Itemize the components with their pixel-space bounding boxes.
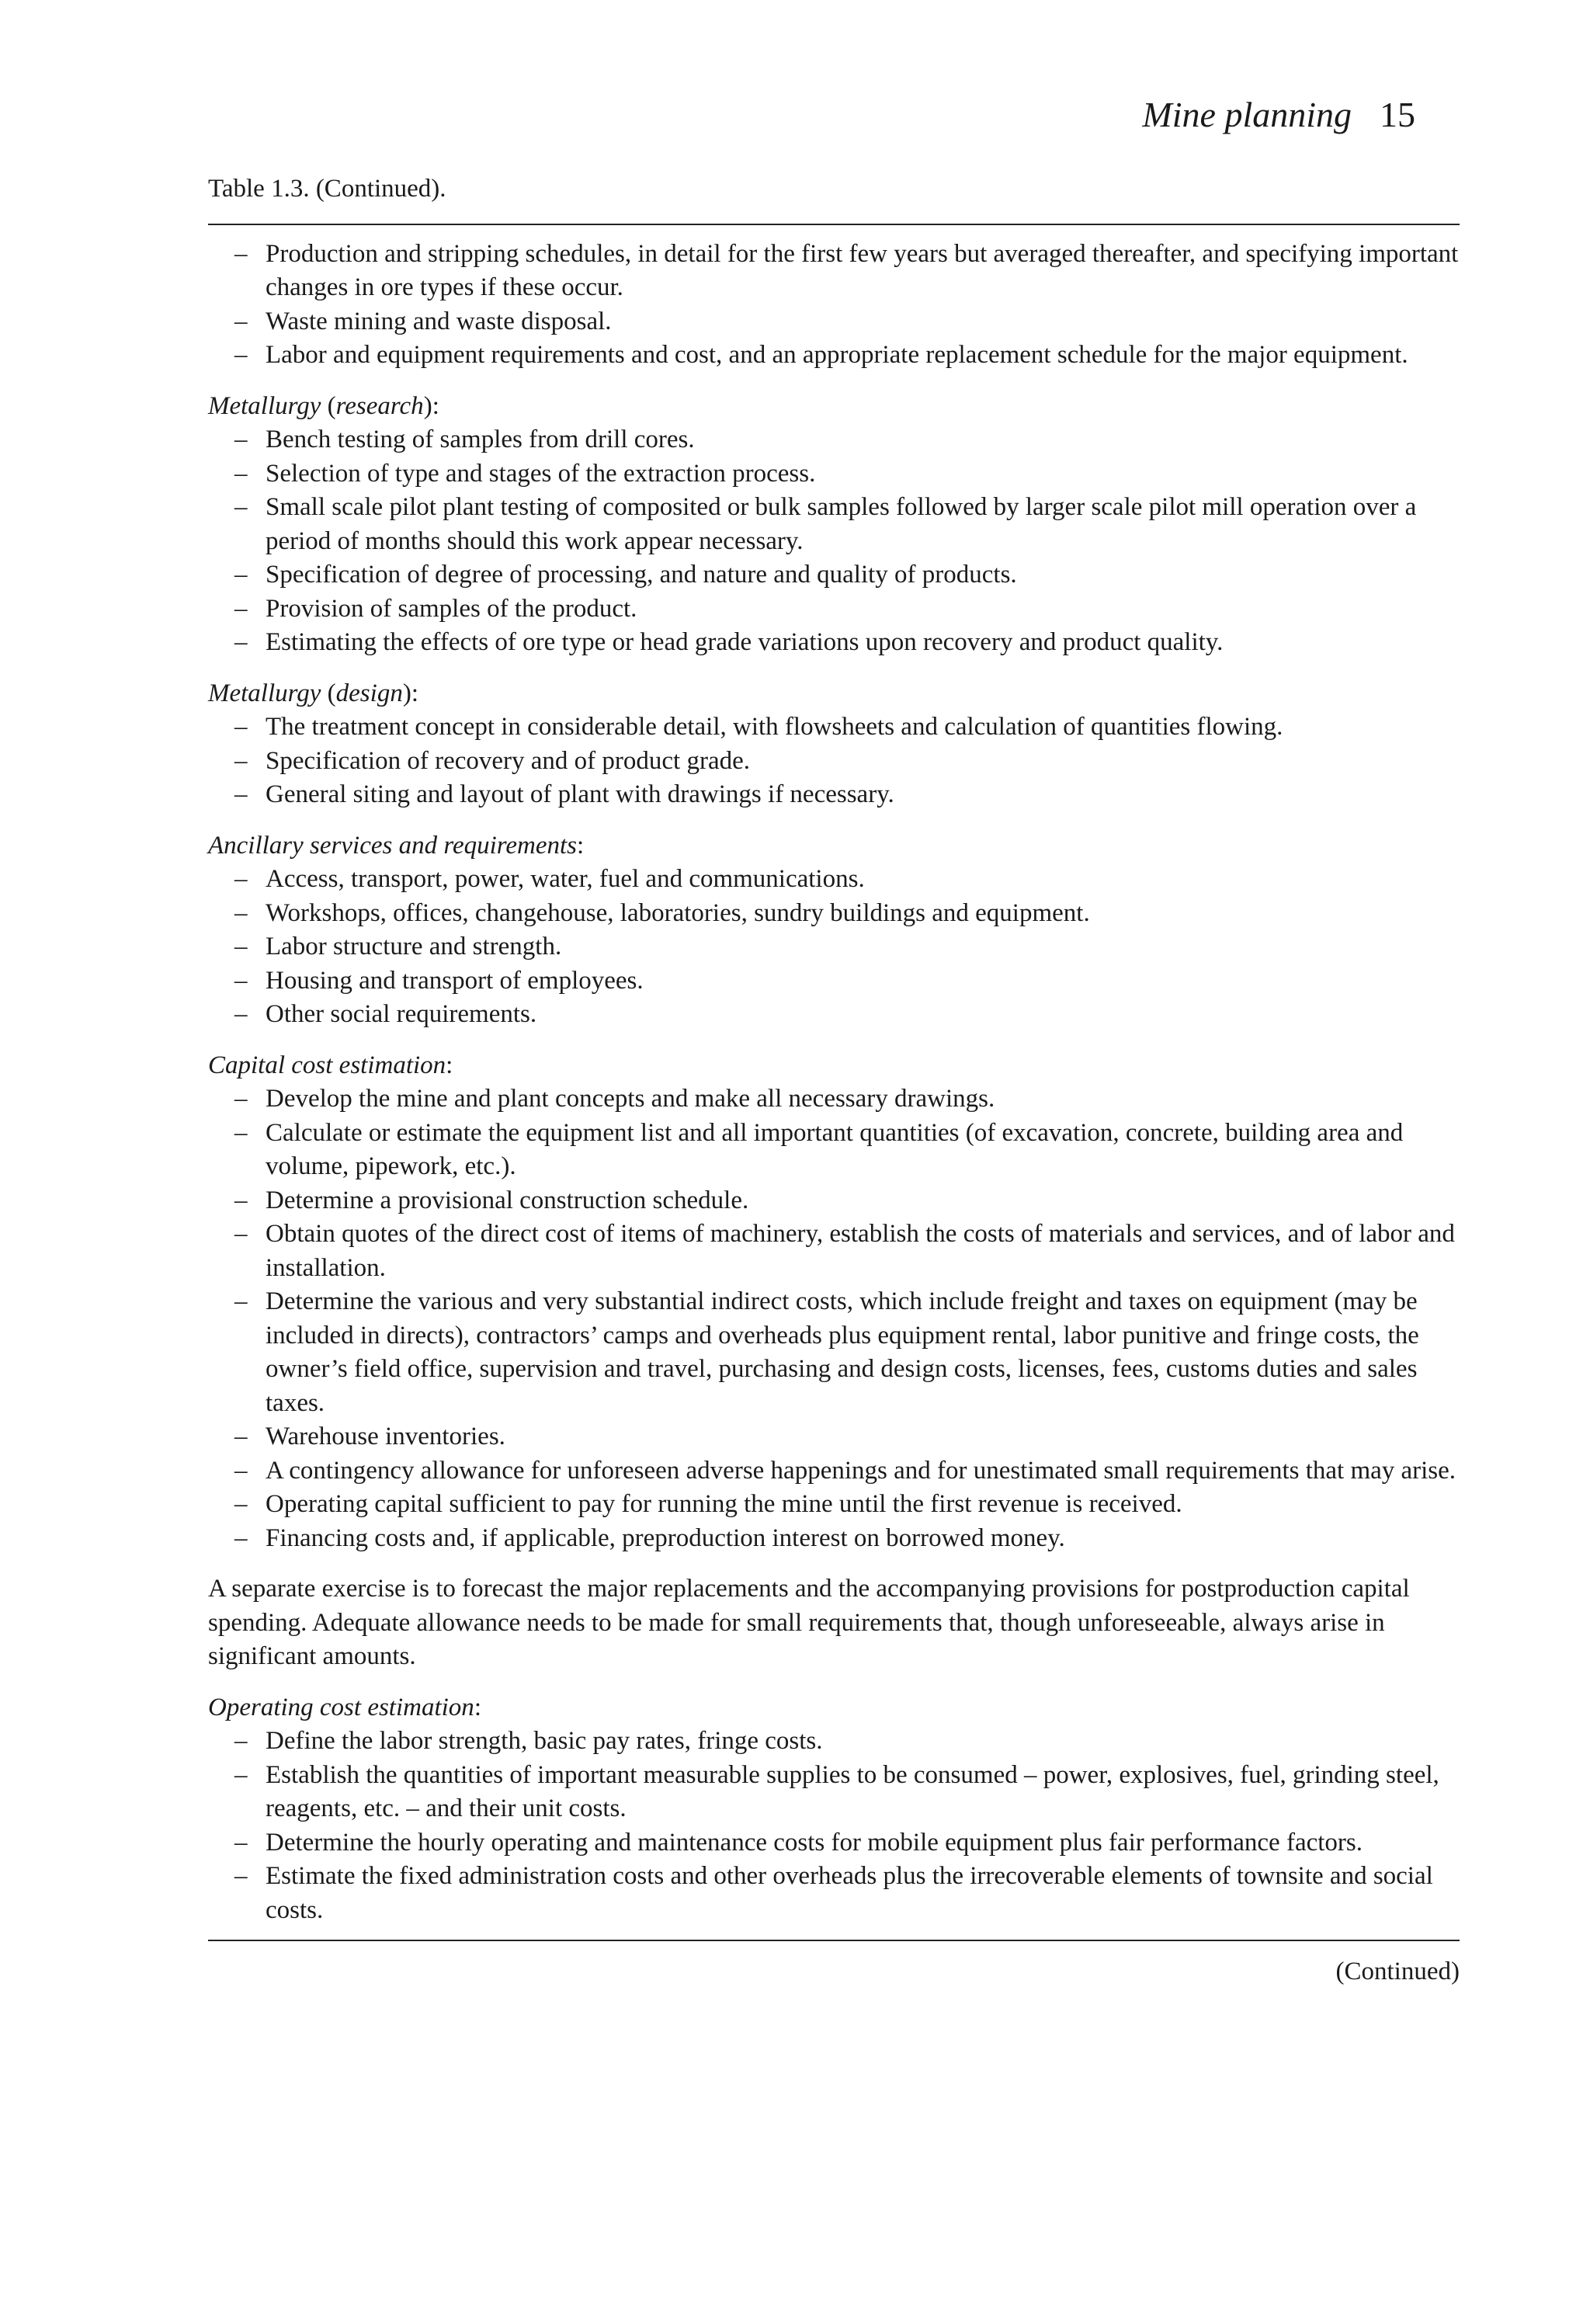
list-item-text: Selection of type and stages of the extraction process. <box>266 459 816 488</box>
dash-bullet: – <box>234 898 248 927</box>
section-capital-cost-estimation <box>208 1049 1460 1556</box>
list-item <box>208 710 1460 745</box>
list-item-text: Housing and transport of employees. <box>266 966 644 995</box>
continued-label: (Continued) <box>1335 1958 1460 1985</box>
section-heading-colon: : <box>411 679 418 707</box>
dash-bullet: – <box>234 1727 248 1755</box>
dash-bullet: – <box>234 1828 248 1857</box>
dash-bullet: – <box>234 1456 248 1485</box>
dash-bullet: – <box>234 865 248 893</box>
list-item <box>208 1285 1460 1420</box>
dash-bullet: – <box>234 1490 248 1518</box>
dash-bullet: – <box>234 746 248 775</box>
list-item-text: Bench testing of samples from drill cores. <box>266 426 695 453</box>
list-item <box>208 1420 1460 1454</box>
table-caption: Table 1.3. (Continued). <box>208 175 446 203</box>
dash-bullet: – <box>234 594 248 623</box>
list-item <box>208 930 1460 964</box>
dash-bullet: – <box>234 459 248 488</box>
list-item-text: General siting and layout of plant with drawings if necessary. <box>266 780 894 808</box>
list-item-text: Define the labor strength, basic pay rates, fringe costs. <box>266 1727 823 1755</box>
list-item-text: Other social requirements. <box>266 1000 537 1028</box>
section-heading-colon: : <box>474 1693 481 1721</box>
list-item-text: Production and stripping schedules, in detail for the first few years but averaged thereafter, and specifying important changes in ore types if these occur. <box>266 239 1459 301</box>
section-metallurgy-design <box>208 677 1460 812</box>
section-heading-title: Operating cost estimation <box>208 1693 474 1721</box>
running-header-title: Mine planning <box>1142 95 1352 134</box>
list-item <box>208 238 1460 305</box>
bullet-list <box>208 238 1460 373</box>
list-item <box>208 863 1460 897</box>
list-item <box>208 1082 1460 1117</box>
dash-bullet: – <box>234 1118 248 1147</box>
section-heading <box>208 1691 1460 1725</box>
list-item-text: Determine the various and very substantial indirect costs, which include freight and taxes on equipment (may be included in directs), contractors’ camps and overheads plus equipment rental, labor punitive and fringe costs, the owner’s field office, supervision and travel, purchasing and design costs, licenses, fees, customs duties and sales taxes. <box>266 1287 1419 1417</box>
list-item-text: Develop the mine and plant concepts and make all necessary drawings. <box>266 1085 995 1113</box>
list-item <box>208 1725 1460 1759</box>
list-item <box>208 558 1460 592</box>
dash-bullet: – <box>234 239 248 268</box>
list-item <box>208 1759 1460 1826</box>
list-item-text: The treatment concept in considerable detail, with flowsheets and calculation of quantities flowing. <box>266 713 1283 741</box>
dash-bullet: – <box>234 493 248 521</box>
list-item-text: Provision of samples of the product. <box>266 594 637 623</box>
running-header <box>1142 92 1415 138</box>
list-item-text: Specification of recovery and of product grade. <box>266 746 750 775</box>
section-heading-qualifier: research <box>335 391 424 420</box>
list-item-text: Operating capital sufficient to pay for running the mine until the first revenue is received. <box>266 1490 1182 1518</box>
list-item <box>208 1860 1460 1927</box>
section-heading: Metallurgy (research): <box>208 391 439 420</box>
bullet-list <box>208 1725 1460 1927</box>
list-item <box>208 423 1460 457</box>
dash-bullet: – <box>234 966 248 995</box>
section-heading-title: Ancillary services and requirements <box>208 831 578 860</box>
section-heading: Metallurgy (design): <box>208 679 418 707</box>
list-item-text: Access, transport, power, water, fuel and communications. <box>266 865 865 893</box>
dash-bullet: – <box>234 1760 248 1789</box>
section-heading-title: Metallurgy <box>208 391 321 420</box>
list-item-text: Financing costs and, if applicable, preproduction interest on borrowed money. <box>266 1523 1065 1552</box>
dash-bullet: – <box>234 780 248 808</box>
list-item-text: Establish the quantities of important measurable supplies to be consumed – power, explosives, fuel, grinding steel, reagents, etc. – and their unit costs. <box>266 1760 1439 1822</box>
dash-bullet: – <box>234 1423 248 1450</box>
dash-bullet: – <box>234 561 248 589</box>
bullet-list <box>208 423 1460 660</box>
bullet-list <box>208 863 1460 1032</box>
list-item-text: Warehouse inventories. <box>266 1423 505 1450</box>
list-item <box>208 1184 1460 1218</box>
dash-bullet: – <box>234 1000 248 1028</box>
dash-bullet: – <box>234 1220 248 1248</box>
list-item <box>208 491 1460 558</box>
list-item-text: Small scale pilot plant testing of composited or bulk samples followed by larger scale pilot mill operation over a period of months should this work appear necessary. <box>266 493 1417 555</box>
section-heading-colon: : <box>577 831 585 860</box>
list-item <box>208 1454 1460 1489</box>
list-item-text: A contingency allowance for unforeseen adverse happenings and for unestimated small requirements that may arise. <box>266 1456 1456 1485</box>
section-heading-qualifier: design <box>335 679 403 707</box>
list-item <box>208 626 1460 660</box>
dash-bullet: – <box>234 933 248 961</box>
dash-bullet: – <box>234 1287 248 1315</box>
dash-bullet: – <box>234 307 248 335</box>
list-item-text: Workshops, offices, changehouse, laboratories, sundry buildings and equipment. <box>266 898 1090 927</box>
list-item <box>208 457 1460 492</box>
dash-bullet: – <box>234 341 248 369</box>
list-item-text: Labor structure and strength. <box>266 933 562 961</box>
dash-bullet: – <box>234 426 248 453</box>
list-item <box>208 778 1460 812</box>
list-item <box>208 1522 1460 1556</box>
bullet-list <box>208 1082 1460 1555</box>
section-heading <box>208 829 1460 863</box>
section-ancillary-services <box>208 829 1460 1032</box>
section-heading <box>208 1049 1460 1083</box>
list-item <box>208 998 1460 1032</box>
list-item <box>208 1488 1460 1522</box>
section-metallurgy-research <box>208 390 1460 660</box>
list-item-text: Calculate or estimate the equipment list and all important quantities (of excavation, concrete, building area and volume, pipework, etc.). <box>266 1118 1404 1180</box>
table-top-rule <box>208 224 1460 225</box>
table-bottom-rule <box>208 1940 1460 1941</box>
list-item <box>208 1117 1460 1184</box>
list-item-text: Waste mining and waste disposal. <box>266 307 612 335</box>
list-item-text: Determine a provisional construction schedule. <box>266 1186 749 1214</box>
dash-bullet: – <box>234 1085 248 1113</box>
section-mining-continued <box>208 238 1460 373</box>
dash-bullet: – <box>234 628 248 656</box>
list-item-text: Labor and equipment requirements and cost, and an appropriate replacement schedule for the major equipment. <box>266 341 1408 369</box>
section-heading-colon: : <box>446 1051 453 1079</box>
section-heading-colon: : <box>432 391 439 420</box>
dash-bullet: – <box>234 1862 248 1890</box>
section-heading-title: Capital cost estimation <box>208 1051 446 1079</box>
list-item <box>208 745 1460 779</box>
list-item-text: Obtain quotes of the direct cost of items of machinery, establish the costs of materials and services, and of labor and installation. <box>266 1220 1455 1282</box>
list-item-text: Estimating the effects of ore type or head grade variations upon recovery and product quality. <box>266 628 1224 656</box>
list-item <box>208 305 1460 339</box>
list-item-text: Estimate the fixed administration costs and other overheads plus the irrecoverable elements of townsite and social costs. <box>266 1862 1433 1924</box>
bullet-list <box>208 710 1460 812</box>
list-item <box>208 897 1460 931</box>
list-item <box>208 339 1460 373</box>
dash-bullet: – <box>234 713 248 741</box>
dash-bullet: – <box>234 1186 248 1214</box>
section-heading-title: Metallurgy <box>208 679 321 707</box>
page-content <box>208 172 1460 1989</box>
list-item <box>208 964 1460 999</box>
list-item <box>208 1218 1460 1285</box>
dash-bullet: – <box>234 1523 248 1552</box>
list-item-text: Determine the hourly operating and maintenance costs for mobile equipment plus fair performance factors. <box>266 1828 1363 1857</box>
page-number: 15 <box>1380 95 1415 134</box>
body-paragraph: A separate exercise is to forecast the major replacements and the accompanying provisions for postproduction capital spending. Adequate allowance needs to be made for small requirements that, though unforeseeable, always arise in significant amounts. <box>208 1575 1410 1670</box>
list-item <box>208 1826 1460 1860</box>
section-operating-cost-estimation <box>208 1691 1460 1928</box>
list-item-text: Specification of degree of processing, and nature and quality of products. <box>266 561 1017 589</box>
list-item <box>208 592 1460 627</box>
